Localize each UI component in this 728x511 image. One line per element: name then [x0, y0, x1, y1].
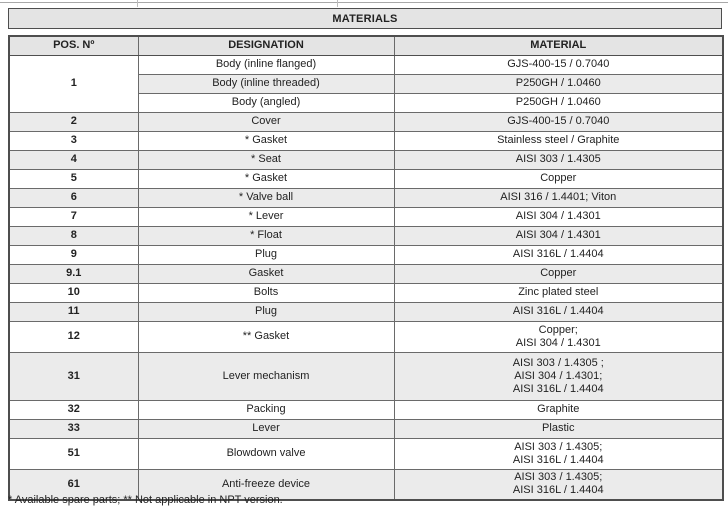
table-row	[9, 245, 723, 264]
material-cell: Copper; AISI 304 / 1.4301	[394, 321, 723, 352]
table-row	[9, 226, 723, 245]
material-cell: AISI 303 / 1.4305; AISI 316L / 1.4404	[394, 469, 723, 500]
table-row	[9, 150, 723, 169]
designation-cell: Anti-freeze device	[138, 469, 394, 500]
material-cell: AISI 316 / 1.4401; Viton	[394, 188, 723, 207]
material-cell: AISI 304 / 1.4301	[394, 207, 723, 226]
designation-cell: * Gasket	[138, 169, 394, 188]
material-cell: AISI 303 / 1.4305; AISI 316L / 1.4404	[394, 438, 723, 469]
material-cell: AISI 316L / 1.4404	[394, 245, 723, 264]
table-row	[9, 419, 723, 438]
page-top-tick	[337, 0, 338, 7]
material-cell: Plastic	[394, 419, 723, 438]
designation-cell: Packing	[138, 400, 394, 419]
pos-cell: 7	[9, 207, 138, 226]
page-top-rule	[0, 2, 728, 3]
table-row	[9, 352, 723, 400]
pos-cell: 11	[9, 302, 138, 321]
material-cell: AISI 316L / 1.4404	[394, 302, 723, 321]
pos-cell: 9	[9, 245, 138, 264]
pos-cell: 33	[9, 419, 138, 438]
pos-cell: 4	[9, 150, 138, 169]
designation-cell: Plug	[138, 302, 394, 321]
material-cell: AISI 303 / 1.4305	[394, 150, 723, 169]
designation-cell: * Lever	[138, 207, 394, 226]
pos-cell: 6	[9, 188, 138, 207]
designation-cell: Bolts	[138, 283, 394, 302]
designation-cell: ** Gasket	[138, 321, 394, 352]
pos-cell: 5	[9, 169, 138, 188]
designation-cell: Lever mechanism	[138, 352, 394, 400]
material-cell: P250GH / 1.0460	[394, 93, 723, 112]
material-cell: Copper	[394, 169, 723, 188]
material-cell: GJS-400-15 / 0.7040	[394, 55, 723, 74]
material-cell: Graphite	[394, 400, 723, 419]
designation-cell: Lever	[138, 419, 394, 438]
table-row	[9, 207, 723, 226]
pos-cell: 10	[9, 283, 138, 302]
column-header-designation: DESIGNATION	[138, 36, 394, 55]
table-row	[9, 112, 723, 131]
designation-cell: Cover	[138, 112, 394, 131]
page-top-tick	[137, 0, 138, 7]
designation-cell: Body (inline threaded)	[138, 74, 394, 93]
designation-cell: Blowdown valve	[138, 438, 394, 469]
column-header-material: MATERIAL	[394, 36, 723, 55]
material-cell: AISI 303 / 1.4305 ; AISI 304 / 1.4301; AISI 316L / 1.4404	[394, 352, 723, 400]
pos-cell: 2	[9, 112, 138, 131]
pos-cell: 1	[9, 55, 138, 112]
material-cell: AISI 304 / 1.4301	[394, 226, 723, 245]
designation-cell: Body (angled)	[138, 93, 394, 112]
table-row	[9, 188, 723, 207]
material-cell: Zinc plated steel	[394, 283, 723, 302]
pos-cell: 12	[9, 321, 138, 352]
designation-cell: Gasket	[138, 264, 394, 283]
material-cell: Copper	[394, 264, 723, 283]
pos-cell: 51	[9, 438, 138, 469]
table-row	[9, 321, 723, 352]
pos-cell: 9.1	[9, 264, 138, 283]
column-header-pos: POS. Nº	[9, 36, 138, 55]
table-row	[9, 302, 723, 321]
table-title: MATERIALS	[8, 8, 722, 29]
pos-cell: 32	[9, 400, 138, 419]
designation-cell: * Float	[138, 226, 394, 245]
material-cell: GJS-400-15 / 0.7040	[394, 112, 723, 131]
designation-cell: * Seat	[138, 150, 394, 169]
table-row	[9, 283, 723, 302]
materials-table	[8, 35, 724, 501]
designation-cell: * Valve ball	[138, 188, 394, 207]
pos-cell: 61	[9, 469, 138, 500]
table-row	[9, 55, 723, 74]
footnote: * Available spare parts; ** Not applicable in NPT version.	[8, 494, 283, 506]
designation-cell: Body (inline flanged)	[138, 55, 394, 74]
pos-cell: 31	[9, 352, 138, 400]
table-row	[9, 438, 723, 469]
pos-cell: 8	[9, 226, 138, 245]
table-row	[9, 264, 723, 283]
table-row	[9, 169, 723, 188]
table-row	[9, 400, 723, 419]
material-cell: P250GH / 1.0460	[394, 74, 723, 93]
pos-cell: 3	[9, 131, 138, 150]
designation-cell: Plug	[138, 245, 394, 264]
table-row	[9, 131, 723, 150]
material-cell: Stainless steel / Graphite	[394, 131, 723, 150]
designation-cell: * Gasket	[138, 131, 394, 150]
header-row	[9, 36, 723, 55]
